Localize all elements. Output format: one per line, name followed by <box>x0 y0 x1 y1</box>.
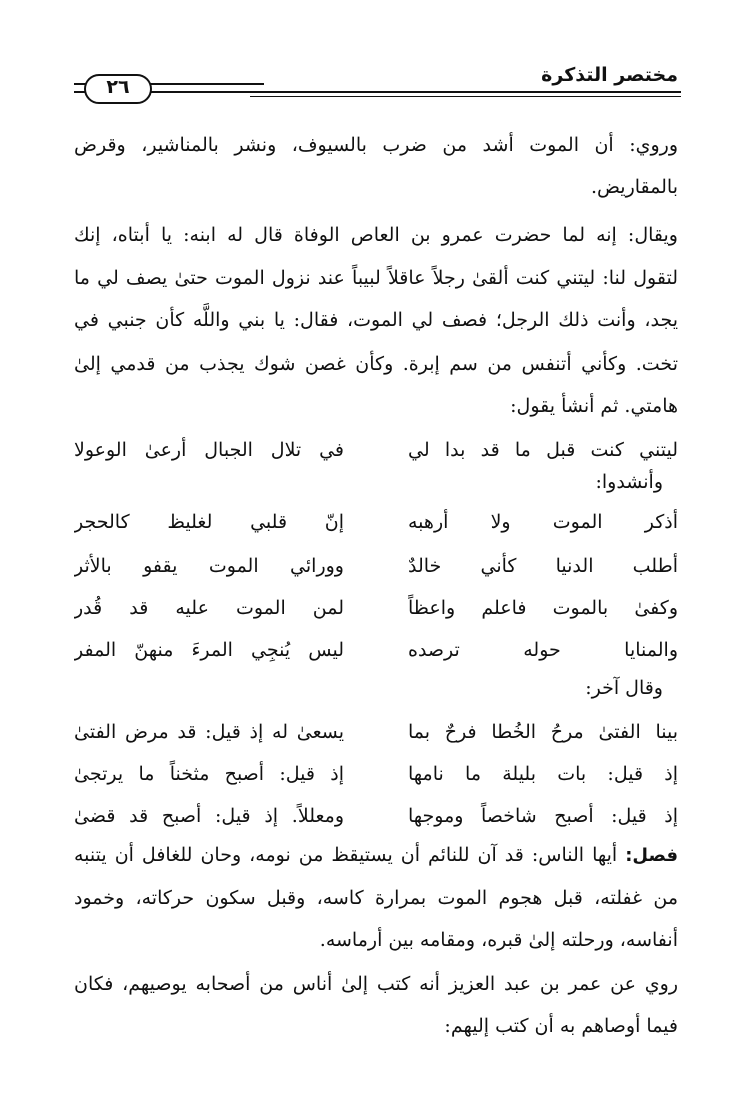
page-number-ornament <box>74 76 254 108</box>
text-line: ويقال: إنه لما حضرت عمرو بن العاص الوفاة قال له ابنه: يا أبتاه، إنك <box>74 224 678 246</box>
text-line: تخت. وكأني أتنفس من سم إبرة. وكأن غصن شوك يجذب من قدمي إلىٰ <box>74 353 678 375</box>
header-rule <box>250 91 681 93</box>
text-line: وروي: أن الموت أشد من ضرب بالسيوف، ونشر بالمناشير، وقرض <box>74 134 678 156</box>
verse-second-hemistich: إنّ قلبي لغليظ كالحجر <box>74 511 344 533</box>
verse-first-hemistich: والمنايا حوله ترصده <box>408 639 678 661</box>
text-line: يجد، وأنت ذلك الرجل؛ فصف لي الموت، فقال: يا بني واللَّه كأن جنبي في <box>74 309 678 331</box>
text-line: بالمقاريض. <box>590 176 678 198</box>
text-line: روي عن عمر بن عبد العزيز أنه كتب إلىٰ أناس من أصحابه يوصيهم، فكان <box>74 973 678 995</box>
verse-second-hemistich: ومعللاً. إذ قيل: أصبح قد قضىٰ <box>74 805 344 827</box>
verse-row <box>74 712 678 752</box>
verse-row <box>74 796 678 836</box>
verse-second-hemistich: وورائي الموت يقفو بالأثر <box>74 555 344 577</box>
verse-first-hemistich: ليتني كنت قبل ما قد بدا لي <box>408 439 678 461</box>
verse-first-hemistich: أطلب الدنيا كأني خالدٌ <box>408 555 678 577</box>
text-line: هامتي. ثم أنشأ يقول: <box>510 395 678 417</box>
text-line: من غفلته، قبل هجوم الموت بمرارة كاسه، وقبل سكون حركاته، وخمود <box>74 887 678 909</box>
text-line: أنفاسه، ورحلته إلىٰ قبره، ومقامه بين أرماسه. <box>319 929 678 951</box>
page-number: ٢٦ <box>106 76 130 98</box>
text-line: فيما أوصاهم به أن كتب إليهم: <box>444 1015 678 1037</box>
verse-first-hemistich: إذ قيل: أصبح شاخصاً وموجها <box>408 805 678 827</box>
header-rule-thin <box>250 96 681 97</box>
verse-second-hemistich: في تلال الجبال أرعىٰ الوعولا <box>74 439 344 461</box>
verse-second-hemistich: لمن الموت عليه قد قُدر <box>74 597 344 619</box>
verse-first-hemistich: بينا الفتىٰ مرحُ الخُطا فرحٌ بما <box>408 721 678 743</box>
text-line <box>74 835 678 875</box>
verse-row <box>74 502 678 542</box>
verse-second-hemistich: ليس يُنجِي المرءَ منهنّ المفر <box>74 639 344 661</box>
verse-first-hemistich: وكفىٰ بالموت فاعلم واعظاً <box>408 597 678 619</box>
verse-row <box>74 546 678 586</box>
verse-first-hemistich: إذ قيل: بات بليلة ما نامها <box>408 763 678 785</box>
text-line: وقال آخر: <box>585 677 663 699</box>
verse-first-hemistich: أذكر الموت ولا أرهبه <box>408 511 678 533</box>
verse-second-hemistich: إذ قيل: أصبح مثخناً ما يرتجىٰ <box>74 763 344 785</box>
running-header-title: مختصر التذكرة <box>541 64 678 86</box>
section-label: فصل: <box>625 845 678 866</box>
text-line: لتقول لنا: ليتني كنت ألقىٰ رجلاً عاقلاً لبيباً عند نزول الموت حتىٰ يصف لي ما <box>74 267 678 289</box>
verse-row <box>74 630 678 670</box>
verse-second-hemistich: يسعىٰ له إذ قيل: قد مرض الفتىٰ <box>74 721 344 743</box>
verse-row <box>74 588 678 628</box>
text-line: وأنشدوا: <box>595 471 663 493</box>
section-text: أيها الناس: قد آن للنائم أن يستيقظ من نومه، وحان للغافل أن يتنبه <box>74 844 618 866</box>
verse-row <box>74 754 678 794</box>
